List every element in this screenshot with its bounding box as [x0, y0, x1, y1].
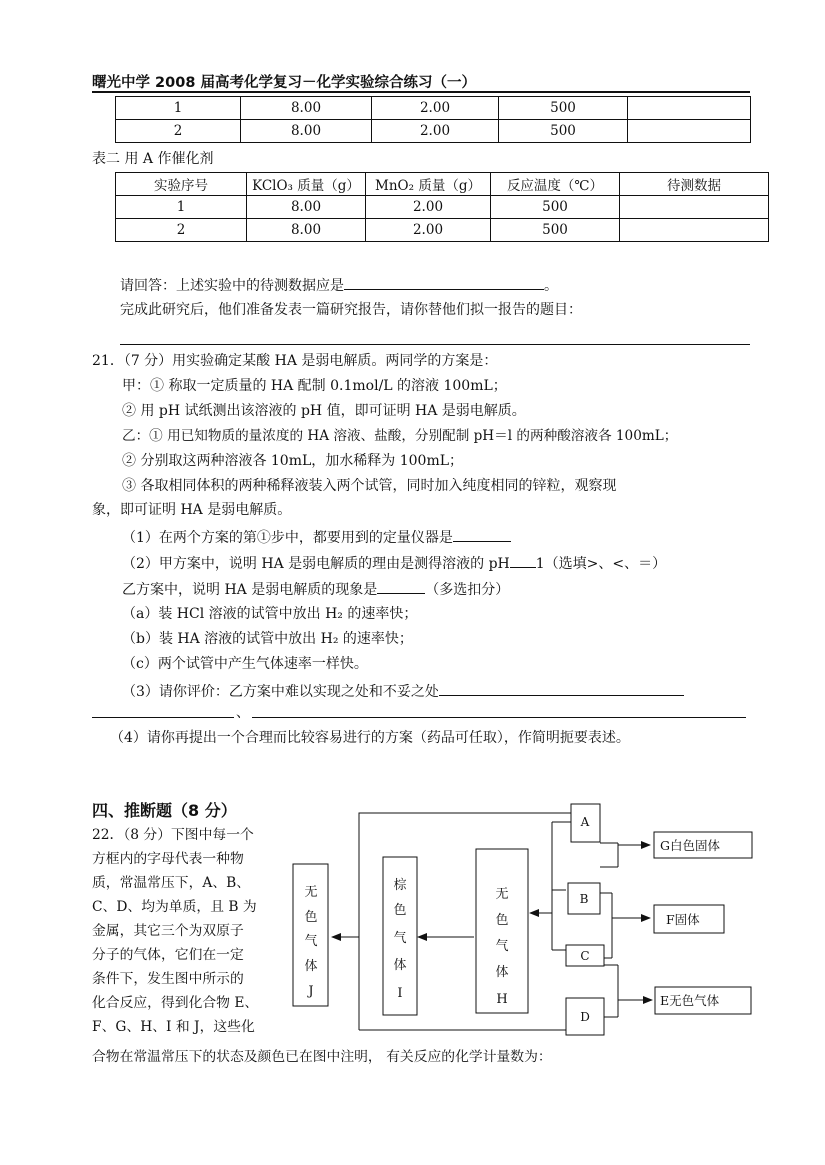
table-cell: 2: [116, 219, 247, 242]
q22-line: 金属，其它三个为双原子: [92, 923, 244, 939]
table-cell: 2: [116, 120, 241, 143]
table-cell: 1: [116, 196, 247, 219]
table2-caption: 表二 用 A 作催化剂: [92, 151, 214, 167]
q22-line: C、D、均为单质，且 B 为: [92, 899, 257, 915]
table-cell: 500: [499, 97, 628, 120]
q21-sub2c-text: 乙方案中，说明 HA 是弱电解质的现象是: [122, 582, 378, 598]
q21-yi-1: 乙：① 用已知物质的量浓度的 HA 溶液、盐酸，分别配制 pH＝l 的两种酸溶液各 100mL；: [122, 428, 678, 444]
q20-line2: 完成此研究后，他们准备发表一篇研究报告，请你替他们拟一报告的题目：: [120, 302, 582, 318]
box-i-char: I: [397, 986, 403, 1001]
q22-line: 方框内的字母代表一种物: [92, 851, 244, 867]
box-j-char: J: [308, 984, 314, 999]
q22-line: 质，常温常压下，A、B、: [92, 875, 251, 891]
page-header: 曙光中学 2008 届高考化学复习－化学实验综合练习（一）: [92, 75, 476, 91]
box-b-label: B: [579, 892, 589, 906]
table-cell: 500: [499, 120, 628, 143]
box-j-char: 体: [304, 959, 318, 974]
table-cell: 500: [491, 219, 620, 242]
table-cell: 500: [491, 196, 620, 219]
table-cell: 8.00: [241, 120, 372, 143]
box-h-char: H: [496, 992, 508, 1007]
q21-title: 21．（7 分）用实验确定某酸 HA 是弱电解质。两同学的方案是：: [92, 353, 498, 369]
q21-sub1-text: （1）在两个方案的第①步中，都要用到的定量仪器是: [122, 530, 453, 546]
q21-sub2b-text: 1（选填>、<、＝）: [535, 556, 667, 572]
q20-end: 。: [544, 278, 558, 294]
q21-opt-c: （c）两个试管中产生气体速率一样快。: [122, 656, 368, 672]
q21-yi-2: ② 分别取这两种溶液各 10mL，加水稀释为 100mL；: [122, 453, 464, 469]
box-e-label: E无色气体: [660, 993, 720, 1008]
box-d-label: D: [580, 1010, 590, 1024]
box-g-label: G白色固体: [660, 838, 720, 853]
table-header-cell: 待测数据: [620, 173, 769, 196]
box-a-label: A: [580, 815, 590, 829]
q21-yi-3-cont: 象，即可证明 HA 是弱电解质。: [92, 502, 292, 518]
table-cell: 1: [116, 97, 241, 120]
q21-opt-a: （a）装 HCl 溶液的试管中放出 H₂ 的速率快；: [122, 606, 418, 622]
box-c-label: C: [580, 949, 590, 963]
box-i-char: 棕: [393, 878, 407, 893]
table-cell: 8.00: [247, 219, 366, 242]
box-j-char: 无: [304, 885, 318, 900]
box-i-char: 体: [393, 958, 407, 973]
table-header-cell: KClO₃ 质量（g）: [247, 173, 366, 196]
box-h-char: 气: [495, 939, 509, 954]
q21-sub2d-text: （多选扣分）: [425, 582, 510, 598]
table-header-cell: 实验序号: [116, 173, 247, 196]
q21-opt-b: （b）装 HA 溶液的试管中放出 H₂ 的速率快；: [122, 631, 413, 647]
section-title: 四、推断题（8 分）: [92, 801, 237, 820]
table-cell: 2.00: [366, 219, 491, 242]
table-cell: 8.00: [247, 196, 366, 219]
q21-sub2a-text: （2）甲方案中，说明 HA 是弱电解质的理由是测得溶液的 pH: [122, 556, 510, 572]
box-h: [476, 849, 528, 1013]
q22-line: 化合反应，得到化合物 E、: [92, 995, 259, 1011]
box-j-char: 气: [304, 934, 318, 949]
q22-line: 条件下，发生图中所示的: [92, 971, 244, 987]
box-j-char: 色: [304, 910, 318, 925]
box-h-char: 色: [495, 913, 509, 928]
q21-sub4: （4）请你再提出一个合理而比较容易进行的方案（药品可任取），作简明扼要表述。: [110, 730, 630, 746]
box-i-char: 气: [393, 931, 407, 946]
q22-line: 22．（8 分）下图中每一个: [92, 827, 254, 843]
q20-prompt: 请回答：上述实验中的待测数据应是: [120, 278, 344, 294]
table-cell: 2.00: [372, 97, 499, 120]
q21-sub3-text: （3）请你评价：乙方案中难以实现之处和不妥之处: [122, 684, 439, 700]
table-cell: 2.00: [372, 120, 499, 143]
table-header-cell: 反应温度（℃）: [491, 173, 620, 196]
q22-line: 分子的气体，它们在一定: [92, 947, 244, 963]
table-header-cell: MnO₂ 质量（g）: [366, 173, 491, 196]
box-i-char: 色: [393, 903, 407, 918]
q22-line: F、G、H、I 和 J，这些化: [92, 1019, 255, 1035]
table-cell: 2.00: [366, 196, 491, 219]
q21-sep: 、: [236, 705, 250, 721]
q21-jia-2: ② 用 pH 试纸测出该溶液的 pH 值，即可证明 HA 是弱电解质。: [122, 403, 526, 419]
box-h-char: 无: [495, 887, 509, 902]
q21-jia-1: 甲：① 称取一定质量的 HA 配制 0.1mol/L 的溶液 100mL；: [122, 378, 507, 394]
q21-yi-3: ③ 各取相同体积的两种稀释液装入两个试管，同时加入纯度相同的锌粒，观察现: [122, 478, 617, 494]
box-f-label: F固体: [666, 912, 700, 927]
q22-last-line: 合物在常温常压下的状态及颜色已在图中注明， 有关反应的化学计量数为：: [92, 1049, 552, 1065]
table-cell: 8.00: [241, 97, 372, 120]
box-h-char: 体: [495, 965, 509, 980]
